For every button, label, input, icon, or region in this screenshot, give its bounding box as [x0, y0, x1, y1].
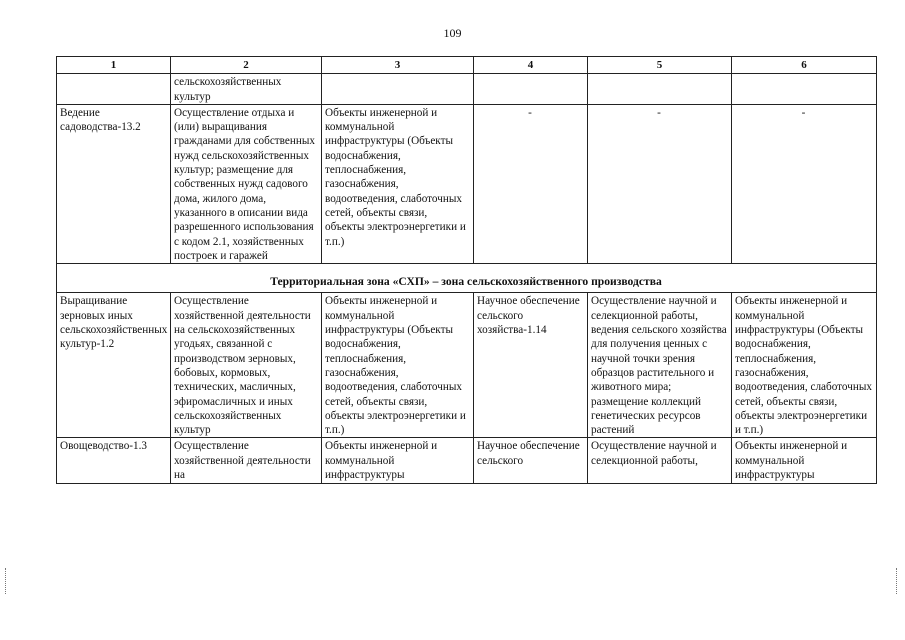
- scan-edge-mark-right: [896, 568, 901, 594]
- cell-text: Научное обеспечение сельского: [477, 440, 580, 467]
- header-col-1: 1: [57, 57, 171, 74]
- header-col-5: 5: [588, 57, 732, 74]
- cell-auxiliary-objects: [322, 438, 474, 484]
- cell-conditional-objects: [732, 438, 877, 484]
- cell-use-description: сельскохозяйственных культур: [171, 74, 322, 105]
- cell-conditional-use: [474, 438, 588, 484]
- zone-title: Территориальная зона «СХП» – зона сельскохозяйственного производства: [57, 264, 877, 293]
- cell-conditional-description: [588, 74, 732, 105]
- header-row: [57, 57, 877, 74]
- cell-text: Объекты инженерной и коммунальной инфраструктуры: [325, 440, 438, 482]
- cell-conditional-description: Осуществление научной и селекционной работы, ведения сельского хозяйства для получения ценных с научной точки зрения образцов растительного и животного мира; размещение коллекций генетических ресурсов растений: [588, 293, 732, 438]
- header-col-3: 3: [322, 57, 474, 74]
- cell-text: Овощеводство-1.3: [60, 440, 147, 453]
- cell-text: Объекты инженерной и коммунальной инфраструктуры: [735, 440, 848, 482]
- cell-use-description: [171, 438, 322, 484]
- table-row: [57, 74, 877, 105]
- cell-auxiliary-objects: Объекты инженерной и коммунальной инфраструктуры (Объекты водоснабжения, теплоснабжения, газоснабжения, водоотведения, слаботочных сетей, объекты связи, объекты электроэнергетики и т.п.): [322, 104, 474, 263]
- header-col-4: 4: [474, 57, 588, 74]
- cell-conditional-use: -: [474, 104, 588, 263]
- cell-use-name: Ведение садоводства-13.2: [57, 104, 171, 263]
- cell-use-name: [57, 438, 171, 484]
- cell-auxiliary-objects: [322, 74, 474, 105]
- cell-use-description: Осуществление отдыха и (или) выращивания гражданами для собственных нужд сельскохозяйственных культур; размещение для собственных нужд садового дома, жилого дома, указанного в описании вида разрешенного использования с кодом 2.1, хозяйственных построек и гаражей: [171, 104, 322, 263]
- table-row: [57, 104, 877, 263]
- cell-use-description: Осуществление хозяйственной деятельности на сельскохозяйственных угодьях, связанной с производством зерновых, бобовых, кормовых, технических, масличных, эфиромасличных и иных сельскохозяйственных культур: [171, 293, 322, 438]
- cell-conditional-objects: -: [732, 104, 877, 263]
- cell-use-name: [57, 74, 171, 105]
- table-row: [57, 438, 877, 484]
- cell-conditional-objects: Объекты инженерной и коммунальной инфраструктуры (Объекты водоснабжения, теплоснабжения, газоснабжения, водоотведения, слаботочных сетей, объекты связи, объекты электроэнергетики и т.п.): [732, 293, 877, 438]
- page-number: 109: [443, 26, 462, 40]
- cell-text: Осуществление хозяйственной деятельности на: [174, 440, 311, 482]
- cell-auxiliary-objects: Объекты инженерной и коммунальной инфраструктуры (Объекты водоснабжения, теплоснабжения, газоснабжения, водоотведения, слаботочных сетей, объекты связи, объекты электроэнергетики и т.п.): [322, 293, 474, 438]
- cell-conditional-use: Научное обеспечение сельского хозяйства-1.14: [474, 293, 588, 438]
- header-col-2: 2: [171, 57, 322, 74]
- cell-conditional-description: [588, 438, 732, 484]
- table-row: [57, 293, 877, 438]
- cell-conditional-use: [474, 74, 588, 105]
- land-use-table: [56, 56, 877, 484]
- cell-conditional-description: -: [588, 104, 732, 263]
- scan-edge-mark-left: [5, 568, 10, 594]
- cell-text: Осуществление научной и селекционной работы,: [591, 440, 717, 467]
- cell-conditional-objects: [732, 74, 877, 105]
- zone-heading-row: [57, 264, 877, 293]
- cell-use-name: Выращивание зерновых иных сельскохозяйственных культур-1.2: [57, 293, 171, 438]
- header-col-6: 6: [732, 57, 877, 74]
